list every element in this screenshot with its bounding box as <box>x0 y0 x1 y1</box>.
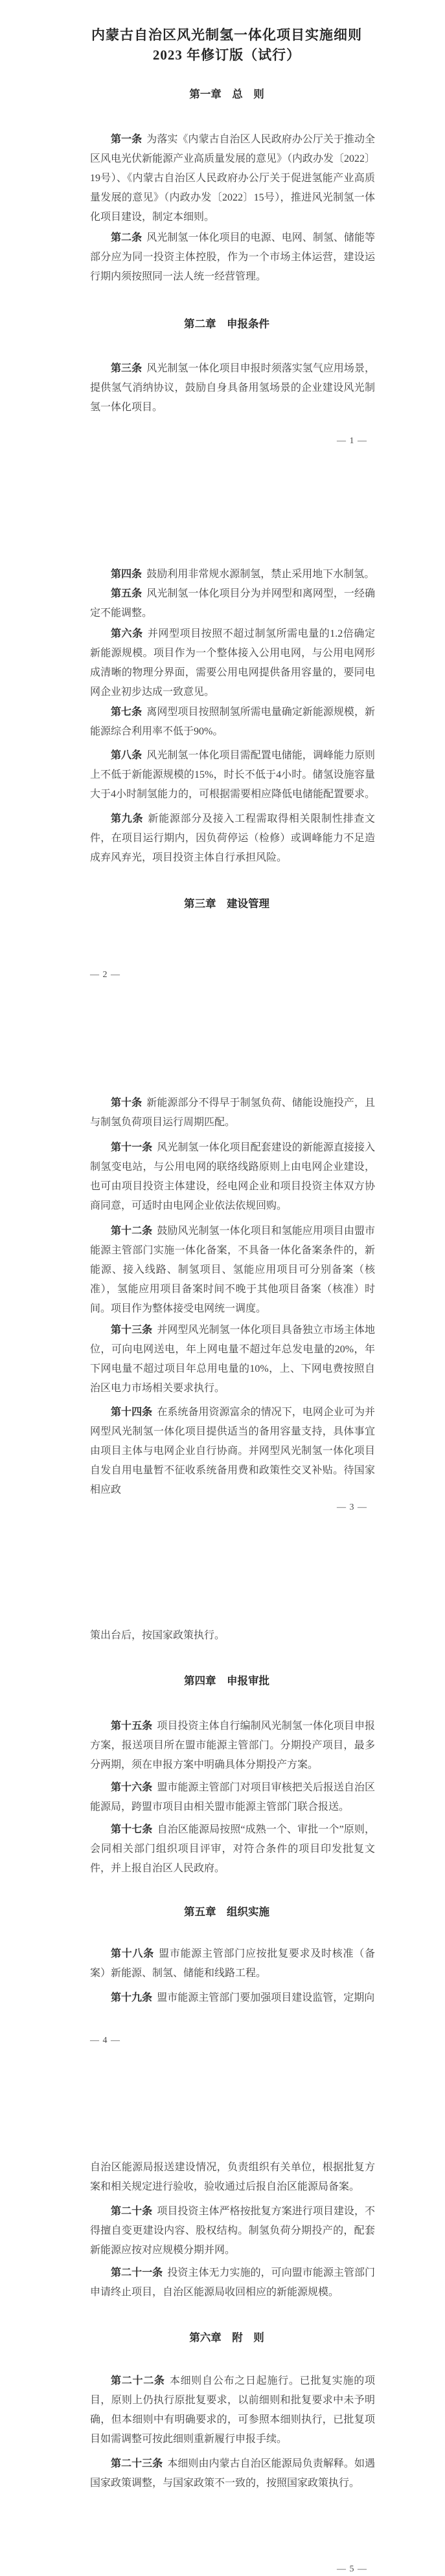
article-paragraph: 第六条 并网型项目按照不超过制氢所需电量的1.2倍确定新能源规模。项目作为一个整体接入公用电网，与公用电网形成清晰的物理分界面，需要公用电网提供备用容量的，要同电网企业初步达成一致意见。 <box>90 628 375 698</box>
article-paragraph: 第十条 新能源部分不得早于制氢负荷、储能设施投产，且与制氢负荷项目运行周期匹配。 <box>90 1097 375 1128</box>
article-number: 第四条 <box>111 569 143 580</box>
article-paragraph: 第七条 离网型项目按照制氢所需电量确定新能源规模，新能源综合利用率不低于90%。 <box>90 707 375 737</box>
chapter-heading: 第五章 组织实施 <box>184 1906 269 1918</box>
article-paragraph: 第五条 风光制氢一体化项目分为并网型和离网型，一经确定不能调整。 <box>90 588 375 619</box>
article-number: 第十七条 <box>111 1824 153 1835</box>
article-number: 第十八条 <box>111 1948 154 1959</box>
document-title-line1: 内蒙古自治区风光制氢一体化项目实施细则 <box>91 27 362 43</box>
article-paragraph: 第二十一条 投资主体无力实施的，可向盟市能源主管部门申请终止项目，自治区能源局收回相应的新能源规模。 <box>90 2267 375 2298</box>
article-paragraph: 第八条 风光制氢一体化项目需配置电储能，调峰能力原则上不低于新能源规模的15%，时长不低于4小时。储氢设施容量大于4小时制氢能力的，可根据需要相应降低电储能配置要求。 <box>90 750 376 800</box>
article-number: 第十三条 <box>111 1325 153 1336</box>
article-number: 第三条 <box>111 363 143 374</box>
chapter-heading: 第三章 建设管理 <box>184 897 269 910</box>
page-number: — 2 — <box>90 970 120 980</box>
article-number: 第十二条 <box>111 1226 153 1237</box>
article-number: 第十条 <box>111 1097 143 1108</box>
article-number: 第十六条 <box>111 1782 153 1793</box>
chapter-heading: 第二章 申报条件 <box>184 318 269 330</box>
article-number: 第十一条 <box>111 1142 153 1153</box>
article-number: 第二条 <box>111 232 143 243</box>
article-paragraph: 第九条 新能源部分及接入工程需取得相关限制性排查文件，在项目运行期内，因负荷停运（检修）或调峰能力不足造成弃风弃光，项目投资主体自行承担风险。 <box>90 813 375 863</box>
article-paragraph: 第二十二条 本细则自公布之日起施行。已批复实施的项目，原则上仍执行原批复要求，以前细则和批复要求中未予明确，但本细则中有明确要求的，可参照本细则执行，已批复项目如需调整可按此细则重新履行申报手续。 <box>90 2375 375 2445</box>
article-paragraph: 第十四条 在系统备用资源富余的情况下，电网企业可为并网型风光制氢一体化项目提供适当的备用容量支持，具体事宜由项目主体与电网企业自行协商。并网型风光制氢一体化项目自发自用电量暂不征收系统备用费和政策性交叉补贴。待国家相应政 <box>90 1407 375 1495</box>
article-continuation: 自治区能源局报送建设情况，负责组织有关单位，根据批复方案和相关规定进行验收，验收通过后报自治区能源局备案。 <box>90 2162 375 2192</box>
article-paragraph: 第二十条 项目投资主体严格按批复方案进行项目建设，不得擅自变更建设内容、股权结构。制氢负荷分期投产的，配套新能源应按对应规模分期并网。 <box>90 2206 375 2256</box>
article-number: 第二十条 <box>111 2206 153 2217</box>
article-paragraph: 第十八条 盟市能源主管部门应按批复要求及时核准（备案）新能源、制氢、储能和线路工程。 <box>90 1948 375 1979</box>
article-paragraph: 第十一条 风光制氢一体化项目配套建设的新能源直接接入制氢变电站，与公用电网的联络线路原则上由电网企业建设，也可由项目投资主体建设，经电网企业和项目投资主体双方协商同意，可适时由电网企业依法依规回购。 <box>90 1142 375 1211</box>
article-paragraph: 第十九条 盟市能源主管部门要加强项目建设监管，定期向 <box>111 1992 375 2003</box>
page-number: — 5 — <box>337 2564 367 2574</box>
chapter-heading: 第六章 附 则 <box>189 2331 264 2344</box>
article-number: 第六条 <box>111 628 143 639</box>
article-paragraph: 第三条 风光制氢一体化项目申报时须落实氢气应用场景，提供氢气消纳协议，鼓励自身具备用氢场景的企业建设风光制氢一体化项目。 <box>90 363 375 413</box>
chapter-heading: 第四章 申报审批 <box>184 1675 269 1687</box>
article-number: 第十九条 <box>111 1992 153 2003</box>
article-number: 第八条 <box>111 750 143 761</box>
chapter-heading: 第一章 总 则 <box>189 88 264 100</box>
page-number: — 3 — <box>337 1503 367 1512</box>
article-paragraph: 第一条 为落实《内蒙古自治区人民政府办公厅关于推动全区风电光伏新能源产业高质量发展的意见》（内政办发〔2022〕19号）、《内蒙古自治区人民政府办公厅关于促进氢能产业高质量发展的意见》（内政办发〔2022〕15号），推进风光制氢一体化项目建设，制定本细则。 <box>90 134 376 223</box>
article-paragraph: 第十五条 项目投资主体自行编制风光制氢一体化项目申报方案，报送项目所在盟市能源主管部门。分期投产项目，最多分两期，须在申报方案中明确具体分期投产方案。 <box>90 1721 375 1770</box>
article-paragraph: 第二条 风光制氢一体化项目的电源、电网、制氢、储能等部分应为同一投资主体控股，作为一个市场主体运营，建设运行期内须按照同一法人统一经营管理。 <box>90 232 375 282</box>
article-number: 第七条 <box>111 707 143 718</box>
page-number: — 1 — <box>337 436 367 446</box>
article-paragraph: 第二十三条 本细则由内蒙古自治区能源局负责解释。如遇国家政策调整，与国家政策不一致的，按照国家政策执行。 <box>90 2458 375 2489</box>
article-number: 第五条 <box>111 588 143 599</box>
article-number: 第十五条 <box>111 1721 153 1732</box>
article-number: 第二十一条 <box>111 2267 163 2278</box>
page-number: — 4 — <box>90 2036 120 2045</box>
article-paragraph: 第十七条 自治区能源局按照“成熟一个、审批一个”原则，会同相关部门组织项目评审，对符合条件的项目印发批复文件，并上报自治区人民政府。 <box>90 1824 375 1874</box>
article-number: 第二十二条 <box>111 2375 165 2386</box>
document-title-line2: 2023 年修订版（试行） <box>152 47 301 63</box>
document-title <box>84 25 369 65</box>
article-paragraph: 第十六条 盟市能源主管部门对项目审核把关后报送自治区能源局，跨盟市项目由相关盟市能源主管部门联合报送。 <box>90 1782 375 1812</box>
article-paragraph: 第十二条 鼓励风光制氢一体化项目和氢能应用项目由盟市能源主管部门实施一体化备案，不具备一体化备案条件的，新能源、接入线路、制氢项目、氢能应用项目可分别备案（核准），氢能应用项目备案时间不晚于其他项目备案（核准）时间。项目作为整体接受电网统一调度。 <box>90 1226 375 1314</box>
article-continuation: 策出台后，按国家政策执行。 <box>90 1630 225 1641</box>
article-number: 第二十三条 <box>111 2458 163 2469</box>
article-number: 第十四条 <box>111 1407 153 1418</box>
article-number: 第九条 <box>111 813 144 824</box>
article-number: 第一条 <box>111 134 143 145</box>
article-paragraph: 第四条 鼓励利用非常规水源制氢，禁止采用地下水制氢。 <box>111 569 375 580</box>
article-paragraph: 第十三条 并网型风光制氢一体化项目具备独立市场主体地位，可向电网送电，年上网电量不超过年总发电量的20%，年下网电量不超过项目年总用电量的10%，上、下网电费按照自治区电力市场相关要求执行。 <box>90 1325 375 1394</box>
